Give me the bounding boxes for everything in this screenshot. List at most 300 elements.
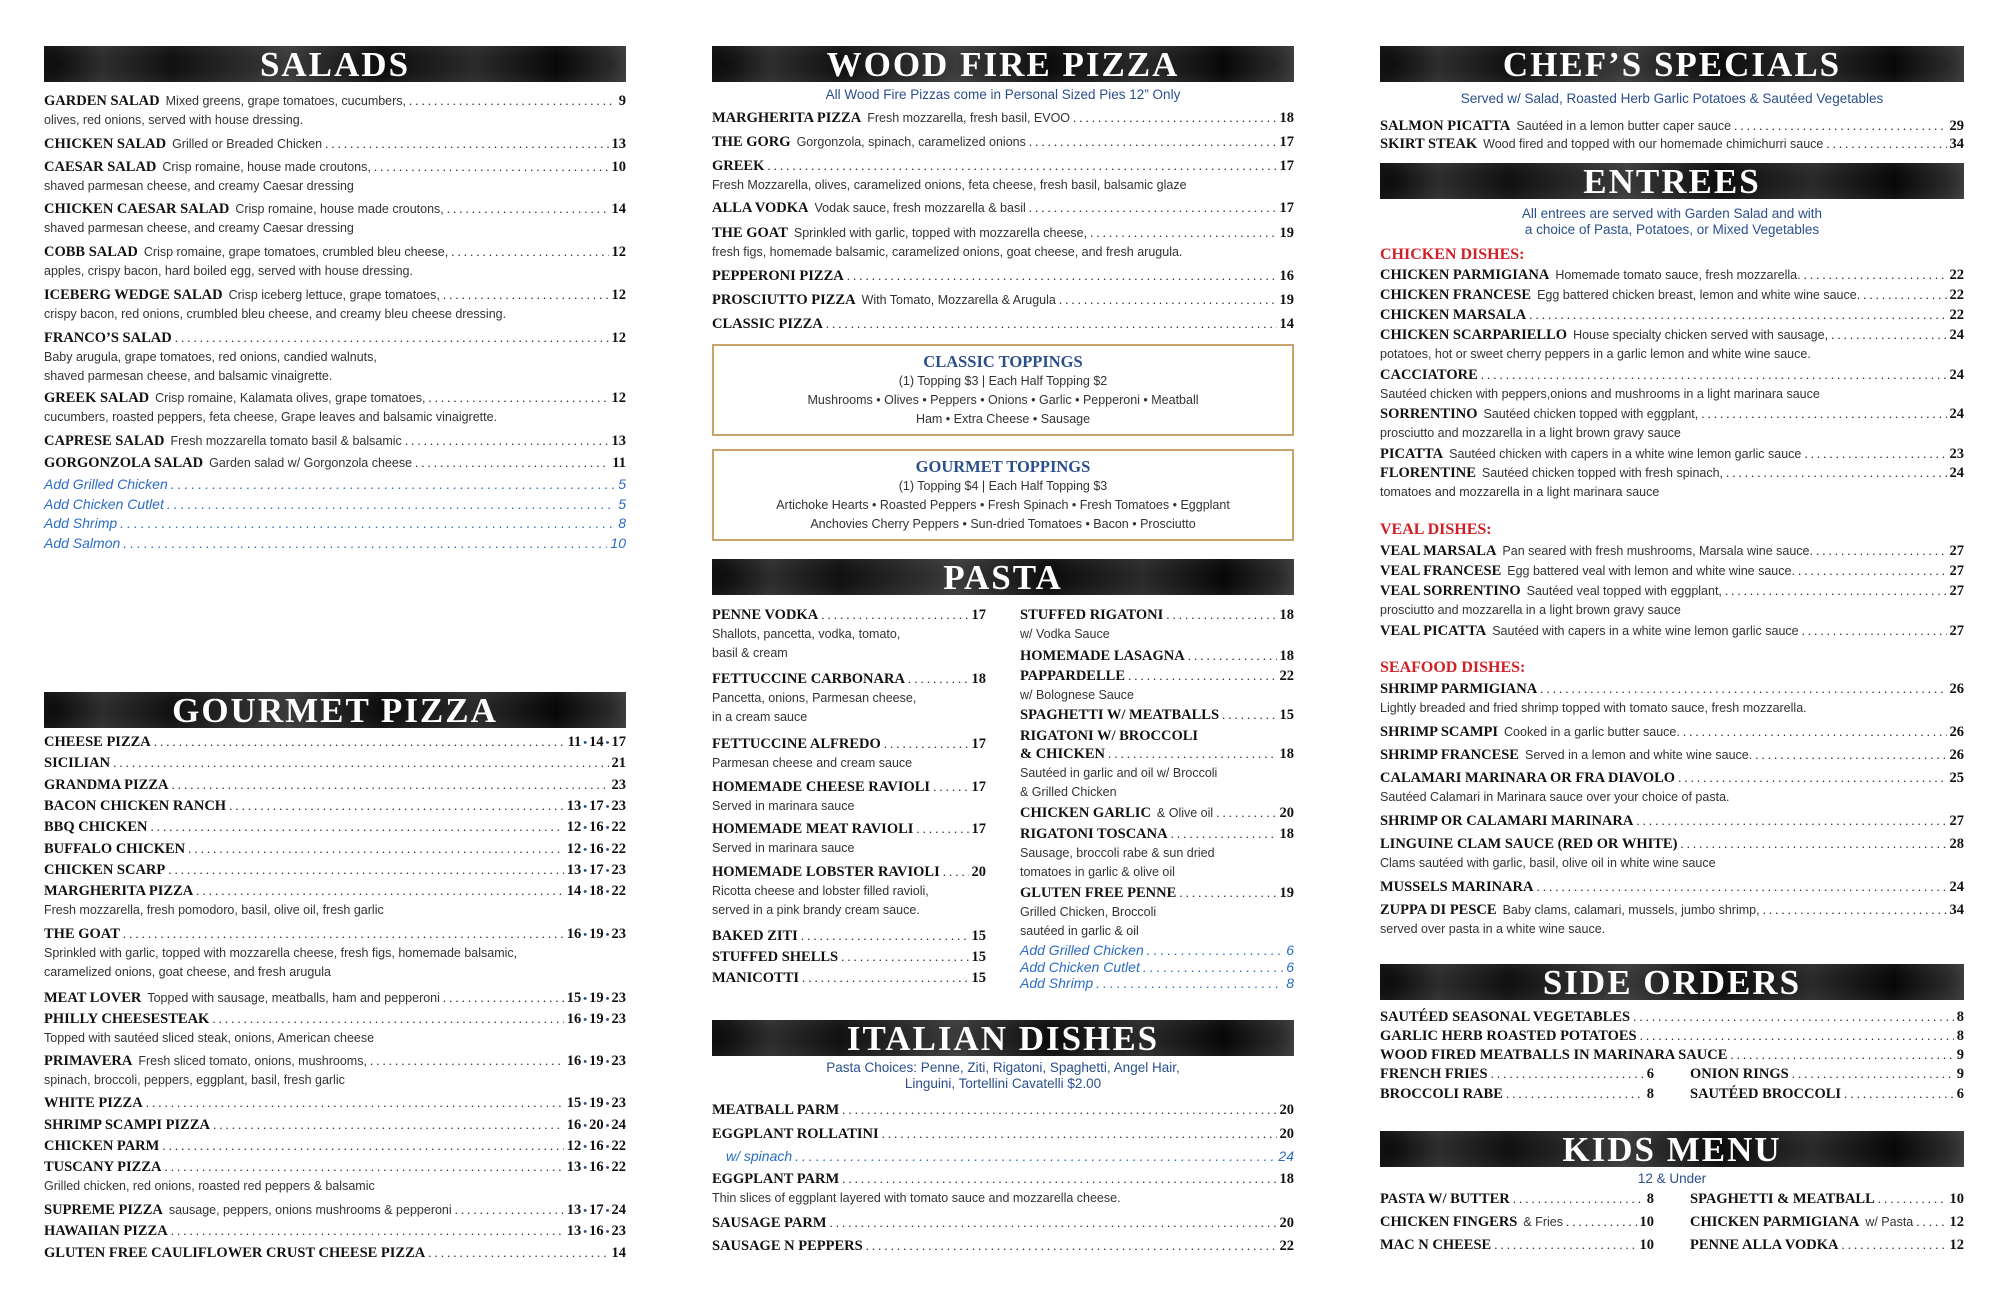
item-name: FRENCH FRIES xyxy=(1380,1066,1488,1082)
size-price: 28 xyxy=(1949,836,1964,852)
dot-leader xyxy=(1640,1027,1954,1045)
size-price: 14 xyxy=(611,201,626,217)
item-detail: Pancetta, onions, Parmesan cheese, xyxy=(712,691,917,705)
item-price xyxy=(1950,835,1965,853)
item-name: Add Shrimp xyxy=(44,515,118,531)
size-price: 18 xyxy=(589,883,604,899)
item-price xyxy=(1950,582,1965,600)
gourmet-pizza-item xyxy=(44,1010,626,1029)
item-price xyxy=(1950,562,1965,580)
item-description: Fresh mozzarella tomato basil & balsamic xyxy=(170,434,402,448)
dot-leader xyxy=(943,863,969,881)
item-detail: prosciutto and mozzarella in a light brown gravy sauce xyxy=(1380,426,1681,440)
price-separator-dot: • xyxy=(583,1205,588,1217)
item-name: SHRIMP PARMIGIANA xyxy=(1380,681,1538,697)
size-price: 13 xyxy=(566,1159,582,1175)
item-name: WHITE PIZZA xyxy=(44,1095,143,1111)
size-price: 24 xyxy=(611,1117,626,1133)
item-name: GLUTEN FREE CAULIFLOWER CRUST CHEESE PIZZA xyxy=(44,1245,426,1261)
entrees-header: ENTREES xyxy=(1380,163,1964,199)
item-name: TUSCANY PIZZA xyxy=(44,1159,162,1175)
item-price xyxy=(1647,1065,1654,1083)
item-price xyxy=(1280,315,1295,333)
dot-leader xyxy=(1506,1085,1644,1103)
dot-leader xyxy=(1633,1008,1954,1026)
item-name: HOMEMADE MEAT RAVIOLI xyxy=(712,821,914,837)
item-detail: served over pasta in a white wine sauce. xyxy=(1380,922,1606,936)
gourmet-pizza-item xyxy=(44,1052,626,1071)
size-price: 34 xyxy=(1949,136,1964,152)
gourmet-pizza-item xyxy=(44,1244,626,1262)
size-price: 5 xyxy=(618,476,626,492)
dot-leader xyxy=(167,495,615,513)
veal-dish-item xyxy=(1380,562,1964,580)
size-price: 24 xyxy=(1278,1148,1294,1164)
dot-leader xyxy=(1188,647,1277,665)
size-price: 24 xyxy=(1949,406,1964,422)
dot-leader xyxy=(1725,582,1947,600)
item-detail: w/ Vodka Sauce xyxy=(1020,627,1110,641)
dot-leader xyxy=(1734,117,1946,135)
dot-leader xyxy=(374,158,609,176)
dot-leader xyxy=(1763,901,1947,919)
classic-toppings-box xyxy=(712,344,1294,436)
item-price xyxy=(1950,746,1965,764)
size-price: 13 xyxy=(611,433,626,449)
item-name: Add Grilled Chicken xyxy=(1020,942,1144,958)
item-name: PRIMAVERA xyxy=(44,1053,133,1069)
size-price: 12 xyxy=(1949,1237,1964,1253)
gourmet-pizza-item xyxy=(44,1137,626,1156)
size-price: 10 xyxy=(1949,1191,1964,1207)
item-detail: Grilled Chicken, Broccoli xyxy=(1020,905,1157,919)
item-price xyxy=(972,948,987,966)
size-price: 23 xyxy=(611,862,626,878)
entrees-note-1: All entrees are served with Garden Salad and with xyxy=(1521,206,1823,221)
pasta-item xyxy=(1020,745,1294,763)
size-price: 22 xyxy=(611,841,626,857)
item-name: VEAL PICATTA xyxy=(1380,623,1487,639)
salads-header: SALADS xyxy=(44,46,626,82)
dot-leader xyxy=(447,200,609,218)
size-price: 14 xyxy=(566,883,582,899)
size-price: 22 xyxy=(1279,668,1294,684)
chicken-dish-item xyxy=(1380,445,1964,463)
dot-leader xyxy=(1804,445,1946,463)
item-name: CAESAR SALAD xyxy=(44,159,157,175)
item-name: MEATBALL PARM xyxy=(712,1102,840,1118)
salad-item xyxy=(44,432,626,450)
item-price xyxy=(1280,199,1295,217)
chicken-dish-item xyxy=(1380,405,1964,423)
item-price xyxy=(972,820,987,838)
entrees-note-2: a choice of Pasta, Potatoes, or Mixed Vegetables xyxy=(1524,222,1820,237)
dot-leader xyxy=(175,329,609,347)
size-price: 14 xyxy=(1279,316,1294,332)
item-price xyxy=(1280,825,1295,843)
item-name: SKIRT STEAK xyxy=(1380,136,1478,152)
dot-leader xyxy=(123,534,607,552)
pasta-item xyxy=(1020,825,1294,843)
size-price: 20 xyxy=(1279,1215,1294,1231)
item-description: sausage, peppers, onions mushrooms & pepperoni xyxy=(168,1203,452,1217)
size-price: 18 xyxy=(971,671,986,687)
item-detail: Shallots, pancetta, vodka, tomato, xyxy=(712,627,901,641)
pasta-item xyxy=(1020,804,1294,822)
item-detail: shaved parmesan cheese, and creamy Caesar dressing xyxy=(44,221,354,235)
item-price xyxy=(1280,884,1295,902)
size-price: 16 xyxy=(589,1138,604,1154)
item-price xyxy=(1950,464,1965,482)
item-price xyxy=(1280,606,1295,624)
item-name: FETTUCCINE ALFREDO xyxy=(712,736,881,752)
seafood-dish-item xyxy=(1380,878,1964,896)
dot-leader xyxy=(1566,1213,1637,1231)
dot-leader xyxy=(451,243,608,261)
size-price: 27 xyxy=(1949,623,1964,639)
item-price xyxy=(567,840,626,859)
size-price: 8 xyxy=(1956,1009,1964,1025)
item-detail: Served in marinara sauce xyxy=(712,841,855,855)
item-description: Garden salad w/ Gorgonzola cheese xyxy=(209,456,413,470)
item-description: Sautéed chicken topped with fresh spinach, xyxy=(1481,466,1724,480)
dot-leader xyxy=(146,1094,564,1112)
size-price: 12 xyxy=(611,244,626,260)
dot-leader xyxy=(842,1170,1276,1188)
item-price xyxy=(1280,1170,1295,1188)
item-name: BAKED ZITI xyxy=(712,928,798,944)
dot-leader xyxy=(370,1052,564,1070)
item-price xyxy=(1280,267,1295,285)
item-name: THE GORG xyxy=(712,134,791,150)
item-price xyxy=(612,158,627,176)
size-price: 12 xyxy=(566,1138,582,1154)
chefs-specials-note: Served w/ Salad, Roasted Herb Garlic Potatoes & Sautéed Vegetables xyxy=(1460,91,1884,106)
size-price: 16 xyxy=(1279,268,1294,284)
dot-leader xyxy=(1216,804,1276,822)
item-name: SAUSAGE PARM xyxy=(712,1215,827,1231)
gourmet-pizza-item xyxy=(44,882,626,901)
price-separator-dot: • xyxy=(583,929,588,941)
item-name: MANICOTTI xyxy=(712,970,800,986)
size-price: 22 xyxy=(1949,287,1964,303)
size-price: 26 xyxy=(1949,724,1964,740)
seafood-dish-item xyxy=(1380,901,1964,919)
item-price xyxy=(1950,878,1965,896)
size-price: 12 xyxy=(566,819,582,835)
price-separator-dot: • xyxy=(583,801,588,813)
size-price: 13 xyxy=(566,798,582,814)
dot-leader xyxy=(1494,1236,1636,1254)
dot-leader xyxy=(1804,266,1947,284)
price-separator-dot: • xyxy=(605,1141,610,1153)
item-detail: Fresh Mozzarella, olives, caramelized onions, feta cheese, fresh basil, balsamic glaze xyxy=(712,178,1187,192)
item-description: Vodak sauce, fresh mozzarella & basil xyxy=(814,201,1026,215)
size-price: 15 xyxy=(1279,707,1294,723)
size-price: 13 xyxy=(566,1202,582,1218)
dot-leader xyxy=(188,840,564,858)
size-price: 27 xyxy=(1949,563,1964,579)
dot-leader xyxy=(1878,1190,1947,1208)
price-separator-dot: • xyxy=(605,993,610,1005)
dot-leader xyxy=(154,733,565,751)
item-price xyxy=(1280,667,1295,685)
size-price: 22 xyxy=(611,1138,626,1154)
dot-leader xyxy=(229,797,564,815)
italian-dishes-header: ITALIAN DISHES xyxy=(712,1020,1294,1056)
size-price: 9 xyxy=(618,93,626,109)
item-description: Sautéed chicken with capers in a white wine lemon garlic sauce xyxy=(1449,447,1802,461)
item-detail: Lightly breaded and fried shrimp topped with tomato sauce, fresh mozzarella. xyxy=(1380,701,1807,715)
pasta-item xyxy=(1020,884,1294,902)
item-name: BBQ CHICKEN xyxy=(44,819,148,835)
item-description: Cooked in a garlic butter sauce. xyxy=(1504,725,1680,739)
item-description: Grilled or Breaded Chicken xyxy=(172,137,323,151)
dot-leader xyxy=(882,1125,1277,1143)
item-description: Pan seared with fresh mushrooms, Marsala wine sauce. xyxy=(1502,544,1813,558)
item-price xyxy=(618,495,626,513)
item-detail: tomatoes in garlic & olive oil xyxy=(1020,865,1175,879)
item-detail: crispy bacon, red onions, crumbled bleu cheese, and creamy bleu cheese dressing. xyxy=(44,307,507,321)
item-name: SAUTÉED BROCCOLI xyxy=(1690,1086,1842,1102)
pasta-item xyxy=(1020,706,1294,724)
item-price xyxy=(567,818,626,837)
item-price xyxy=(972,606,987,624)
gourmet-pizza-item xyxy=(44,1116,626,1135)
size-price: 12 xyxy=(1949,1214,1964,1230)
item-name: CHICKEN FRANCESE xyxy=(1380,287,1532,303)
item-detail: served in a pink brandy cream sauce. xyxy=(712,903,920,917)
veal-dish-item xyxy=(1380,542,1964,560)
wood-fire-pizza-item xyxy=(712,291,1294,309)
size-price: 25 xyxy=(1949,770,1964,786)
column-right xyxy=(1380,0,1964,1294)
chicken-dish-item xyxy=(1380,464,1964,482)
item-price xyxy=(1950,445,1965,463)
dot-leader xyxy=(151,818,564,836)
item-price xyxy=(1957,1085,1964,1103)
gourmet-pizza-item xyxy=(44,797,626,816)
size-price: 20 xyxy=(971,864,986,880)
dot-leader xyxy=(1680,835,1946,853)
seafood-dish-item xyxy=(1380,769,1964,787)
item-detail: Thin slices of eggplant layered with tomato sauce and mozzarella cheese. xyxy=(712,1191,1121,1205)
item-price xyxy=(1280,157,1295,175)
dot-leader xyxy=(1536,878,1946,896)
size-price: 26 xyxy=(1949,747,1964,763)
size-price: 17 xyxy=(589,798,604,814)
gourmet-toppings-list-2: Anchovies Cherry Peppers • Sun-dried Tomatoes • Bacon • Prosciutto xyxy=(810,517,1196,531)
italian-dish-item xyxy=(712,1170,1294,1188)
size-price: 6 xyxy=(1646,1066,1654,1082)
price-separator-dot: • xyxy=(583,822,588,834)
item-name: SAUSAGE N PEPPERS xyxy=(712,1238,863,1254)
pasta-addon xyxy=(1020,974,1294,992)
item-detail: fresh figs, homemade balsamic, caramelized onions, goat cheese, and fresh arugula. xyxy=(712,245,1183,259)
item-name: Add Salmon xyxy=(44,534,121,551)
item-description: With Tomato, Mozzarella & Arugula xyxy=(861,293,1056,307)
item-name: VEAL SORRENTINO xyxy=(1380,583,1521,599)
item-price xyxy=(1950,405,1965,423)
dot-leader xyxy=(1147,941,1283,959)
dot-leader xyxy=(802,969,968,987)
size-price: 24 xyxy=(1949,367,1964,383)
dot-leader xyxy=(1029,199,1277,217)
item-detail: cucumbers, roasted peppers, feta cheese, Grape leaves and balsamic vinaigrette. xyxy=(44,410,498,424)
size-price: 19 xyxy=(589,1011,604,1027)
price-separator-dot: • xyxy=(583,1162,588,1174)
dot-leader xyxy=(1842,1236,1947,1254)
chefs-specials-header: CHEF’S SPECIALS xyxy=(1380,46,1964,82)
item-price xyxy=(567,989,626,1008)
item-description: Crisp iceberg lettuce, grape tomatoes, xyxy=(228,288,440,302)
size-price: 6 xyxy=(1956,1086,1964,1102)
item-name: & CHICKEN xyxy=(1020,746,1105,762)
column-left xyxy=(44,0,626,1294)
size-price: 19 xyxy=(1279,225,1294,241)
size-price: 15 xyxy=(566,990,582,1006)
size-price: 17 xyxy=(971,779,986,795)
item-detail: shaved parmesan cheese, and creamy Caesar dressing xyxy=(44,179,354,193)
wood-fire-note: All Wood Fire Pizzas come in Personal Sized Pies 12” Only xyxy=(825,87,1181,102)
dot-leader xyxy=(162,1137,563,1155)
size-price: 15 xyxy=(971,970,986,986)
dot-leader xyxy=(821,606,968,624)
item-name: THE GOAT xyxy=(712,225,788,241)
size-price: 17 xyxy=(1279,200,1294,216)
item-name: SHRIMP FRANCESE xyxy=(1380,747,1519,763)
size-price: 18 xyxy=(1279,607,1294,623)
item-description: Wood fired and topped with our homemade chimichurri sauce xyxy=(1483,137,1824,151)
item-name: RIGATONI TOSCANA xyxy=(1020,826,1168,842)
pasta-item xyxy=(1020,647,1294,665)
side-order-item xyxy=(1690,1085,1964,1103)
price-separator-dot: • xyxy=(583,737,588,749)
item-name: SICILIAN xyxy=(44,755,111,771)
size-price: 19 xyxy=(589,1095,604,1111)
kids-menu-item xyxy=(1380,1190,1654,1208)
item-name: SUPREME PIZZA xyxy=(44,1202,163,1218)
side-order-item xyxy=(1690,1065,1964,1083)
item-name: ALLA VODKA xyxy=(712,200,809,216)
size-price: 23 xyxy=(611,1223,626,1239)
dot-leader xyxy=(1863,286,1946,304)
dot-leader xyxy=(171,776,608,794)
item-name: CHEESE PIZZA xyxy=(44,734,151,750)
size-price: 8 xyxy=(1286,975,1294,991)
item-price xyxy=(1950,117,1965,135)
item-price xyxy=(972,863,987,881)
veal-dish-item xyxy=(1380,582,1964,600)
size-price: 16 xyxy=(589,1223,604,1239)
item-name: GARDEN SALAD xyxy=(44,93,160,109)
item-name: Add Shrimp xyxy=(1020,975,1094,991)
size-price: 15 xyxy=(971,928,986,944)
dot-leader xyxy=(120,514,615,532)
item-description: Crisp romaine, house made croutons, xyxy=(162,160,371,174)
item-price xyxy=(1950,306,1965,324)
item-description: Mixed greens, grape tomatoes, cucumbers, xyxy=(165,94,407,108)
item-price xyxy=(1957,1046,1964,1064)
item-name: Add Grilled Chicken xyxy=(44,476,168,492)
side-order-item xyxy=(1380,1046,1964,1064)
item-price xyxy=(1640,1236,1655,1254)
item-name: PASTA W/ BUTTER xyxy=(1380,1191,1510,1207)
gourmet-pizza-item xyxy=(44,861,626,880)
item-name: GREEK SALAD xyxy=(44,390,150,406)
dot-leader xyxy=(443,989,564,1007)
size-price: 17 xyxy=(1279,158,1294,174)
item-description: Egg battered chicken breast, lemon and white wine sauce. xyxy=(1537,288,1861,302)
item-name: CHICKEN PARM xyxy=(44,1138,160,1154)
item-price xyxy=(567,861,626,880)
item-price xyxy=(1286,958,1294,976)
item-price xyxy=(1280,133,1295,151)
size-price: 14 xyxy=(611,1245,626,1261)
italian-dish-item xyxy=(712,1214,1294,1232)
salad-item xyxy=(44,200,626,218)
size-price: 22 xyxy=(611,883,626,899)
item-name: Add Chicken Cutlet xyxy=(1020,958,1140,975)
wood-fire-pizza-item xyxy=(712,133,1294,151)
size-price: 17 xyxy=(1279,134,1294,150)
item-name: BUFFALO CHICKEN xyxy=(44,841,186,857)
item-name: BROCCOLI RABE xyxy=(1380,1086,1503,1102)
dot-leader xyxy=(113,754,608,772)
wood-fire-pizza-item xyxy=(712,199,1294,217)
item-name: PEPPERONI PIZZA xyxy=(712,268,844,284)
item-price xyxy=(567,925,626,944)
size-price: 23 xyxy=(1949,446,1964,462)
gourmet-pizza-item xyxy=(44,989,626,1008)
item-detail: prosciutto and mozzarella in a light brown gravy sauce xyxy=(1380,603,1681,617)
italian-dish-item xyxy=(712,1125,1294,1143)
item-price xyxy=(612,454,626,472)
dot-leader xyxy=(933,778,968,796)
size-price: 17 xyxy=(971,736,986,752)
item-detail: Ricotta cheese and lobster filled ravioli, xyxy=(712,884,929,898)
item-detail: potatoes, hot or sweet cherry peppers in a garlic lemon and white wine sauce. xyxy=(1380,347,1811,361)
item-price xyxy=(1950,901,1965,919)
size-price: 18 xyxy=(1279,826,1294,842)
item-price xyxy=(1280,1125,1295,1143)
item-description: Sautéed with capers in a white wine lemon garlic sauce xyxy=(1492,624,1799,638)
item-name: w/ spinach xyxy=(726,1148,793,1164)
kids-menu-item xyxy=(1690,1236,1964,1254)
size-price: 22 xyxy=(1279,1238,1294,1254)
item-price xyxy=(1280,647,1295,665)
seafood-dish-item xyxy=(1380,835,1964,853)
gourmet-pizza-header: GOURMET PIZZA xyxy=(44,692,626,728)
size-price: 12 xyxy=(611,390,626,406)
item-detail: apples, crispy bacon, hard boiled egg, served with house dressing. xyxy=(44,264,413,278)
item-name: CHICKEN SALAD xyxy=(44,136,167,152)
item-price xyxy=(972,670,987,688)
salad-item xyxy=(44,454,626,472)
size-price: 17 xyxy=(589,1202,604,1218)
pasta-item xyxy=(1020,606,1294,624)
item-price xyxy=(612,389,627,407)
item-name: FETTUCCINE CARBONARA xyxy=(712,671,905,687)
dot-leader xyxy=(1726,464,1946,482)
item-detail: tomatoes and mozzarella in a light marinara sauce xyxy=(1380,485,1660,499)
item-name: WOOD FIRED MEATBALLS IN MARINARA SAUCE xyxy=(1380,1047,1728,1063)
dot-leader xyxy=(1802,622,1947,640)
size-price: 13 xyxy=(566,1223,582,1239)
item-name: SALMON PICATTA xyxy=(1380,118,1511,134)
size-price: 24 xyxy=(1949,879,1964,895)
gourmet-toppings-list: Artichoke Hearts • Roasted Peppers • Fresh Spinach • Fresh Tomatoes • Eggplant xyxy=(776,498,1230,512)
